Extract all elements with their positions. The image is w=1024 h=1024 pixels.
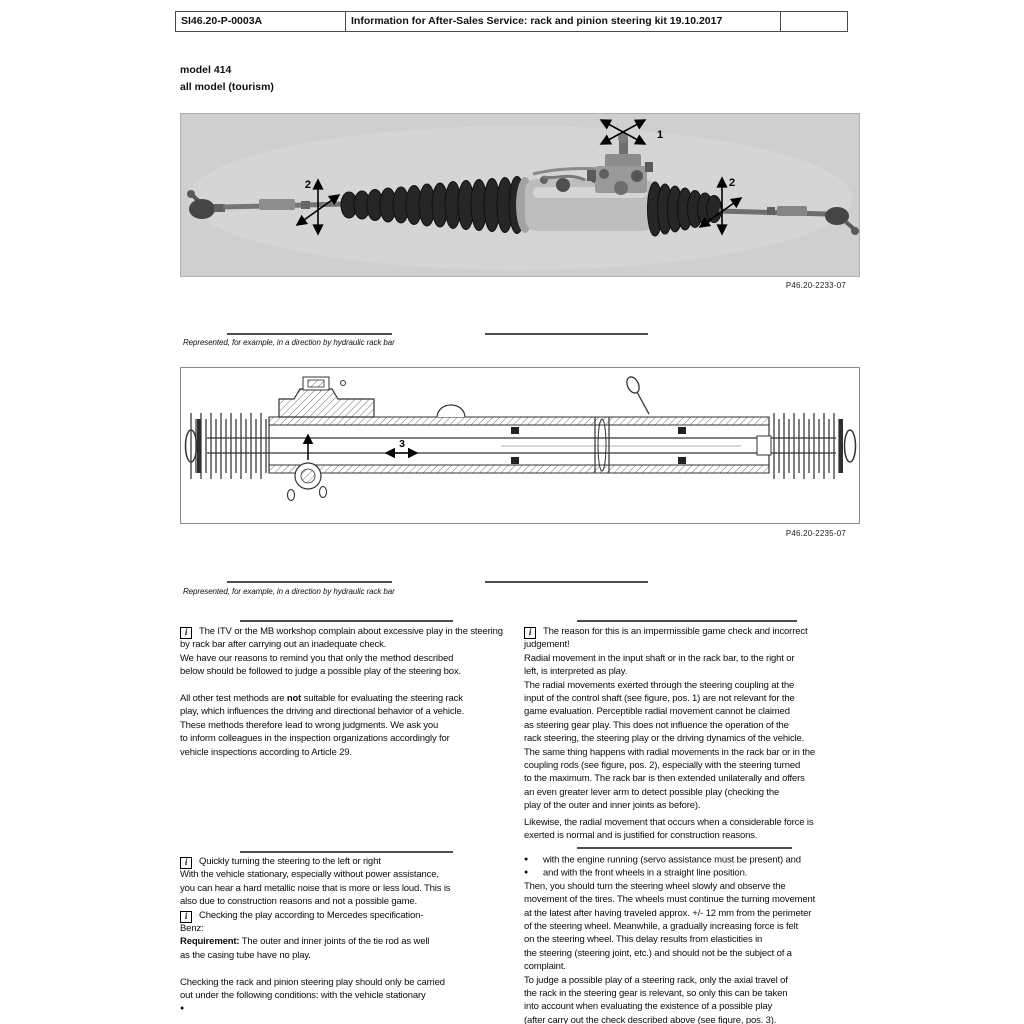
text-line [180, 705, 503, 718]
text-segment: All other test methods are [180, 692, 287, 704]
figure-steering-rack-section [180, 367, 860, 524]
bullet-icon: ● [524, 856, 529, 863]
rack-bar-section [207, 438, 836, 453]
text-line [524, 853, 815, 866]
text-line [180, 909, 450, 922]
divider-rule [227, 333, 392, 335]
steering-rack-section-drawing [181, 368, 859, 523]
text-line [524, 638, 815, 651]
text-segment: the steering (steering joint, etc.) and should not be the subject of a [524, 947, 792, 959]
text-segment: judgement! [524, 639, 570, 651]
right-end-seal [839, 419, 843, 473]
text-line [524, 799, 815, 812]
text-line [524, 679, 815, 692]
text-line [180, 868, 450, 881]
text-segment: To judge a possible play of a steering rack, only the axial travel of [524, 974, 788, 986]
text-line [524, 1000, 815, 1013]
info-icon: i [180, 911, 192, 923]
text-line [180, 989, 450, 1002]
text-line [524, 786, 815, 799]
left-bellows-section [191, 413, 266, 479]
text-line [524, 829, 813, 842]
text-segment: Radial movement in the input shaft or in the rack bar, to the right or [524, 652, 795, 664]
text-segment: We have our reasons to remind you that only the method described [180, 652, 454, 664]
document-id-cell: SI46.20-P-0003A [176, 12, 346, 31]
text-segment: game evaluation. Perceptible radial movement cannot be claimed [524, 706, 790, 718]
steering-rack-photo-drawing [181, 114, 859, 276]
pinion-housing-section [279, 377, 374, 501]
text-line [524, 705, 815, 718]
divider-rule [577, 847, 792, 849]
text-line [524, 719, 815, 732]
text-line [180, 719, 503, 732]
text-line [180, 692, 503, 705]
figure1-label-pos1: 1 [657, 129, 664, 141]
text-line [524, 987, 815, 1000]
text-segment: an even greater lever arm to detect possible play (checking the [524, 786, 780, 798]
text-line [524, 746, 815, 759]
text-line [524, 947, 815, 960]
text-line [180, 638, 503, 651]
text-segment: out under the following conditions: with the vehicle stationary [180, 989, 426, 1001]
model-designation [180, 62, 274, 96]
model-line-2: all model (tourism) [180, 81, 274, 93]
text-segment: Benz: [180, 922, 204, 934]
right-column-reason-paragraph [524, 625, 815, 812]
dome-clamp [437, 405, 465, 417]
figure1-label-pos2-left: 2 [304, 179, 311, 191]
text-line [180, 882, 450, 895]
text-segment: not [286, 692, 302, 704]
text-segment: suitable for evaluating the steering rack [301, 692, 463, 704]
text-line [180, 949, 450, 962]
text-segment: the rack in the steering gear is relevant, so only this can be taken [524, 987, 788, 999]
text-segment: The same thing happens with radial movements in the rack bar or in the [524, 746, 816, 758]
text-line [524, 772, 815, 785]
text-segment: of the steering wheel. Meanwhile, a gradually increasing force is felt [524, 920, 799, 932]
text-line [180, 855, 450, 868]
text-segment: exerted is normal and is justified for construction reasons. [524, 830, 758, 842]
model-line-1: model 414 [180, 64, 232, 76]
info-icon: i [180, 627, 192, 639]
right-column-conditions-paragraph [524, 853, 815, 1024]
text-line [180, 625, 503, 638]
info-icon: i [524, 627, 536, 639]
right-ball-end [845, 430, 856, 462]
text-segment: to inform colleagues in the inspection organizations accordingly for [180, 733, 450, 745]
text-segment: Checking the rack and pinion steering play should only be carried [180, 976, 445, 988]
figure-steering-rack-photo [180, 113, 860, 277]
divider-rule [485, 333, 648, 335]
text-line [180, 895, 450, 908]
document-header-empty-cell [781, 12, 847, 31]
housing-tube-section [269, 417, 769, 473]
text-segment: to the maximum. The rack bar is then extended unilaterally and offers [524, 773, 805, 785]
figure1-label-pos2-right: 2 [729, 177, 736, 189]
text-segment: at the latest after having traveled approx. +/- 12 mm from the perimeter [524, 907, 812, 919]
info-icon: i [180, 857, 192, 869]
document-title-cell: Information for After-Sales Service: rack and pinion steering kit 19.10.2017 [346, 12, 781, 31]
figure1-code: P46.20-2233-07 [785, 281, 846, 290]
text-line [180, 935, 450, 948]
text-line [180, 922, 450, 935]
text-line [524, 974, 815, 987]
text-segment: The outer and inner joints of the tie rod as well [239, 936, 430, 948]
text-line [524, 907, 815, 920]
text-segment: below should be followed to judge a possible play of the steering box. [180, 666, 462, 678]
text-line [180, 665, 503, 678]
text-line [180, 962, 450, 975]
ring-clip [624, 375, 649, 414]
text-line [524, 816, 813, 829]
text-segment: coupling rods (see figure, pos. 2), especially with the steering turned [524, 759, 801, 771]
text-segment: and with the front wheels in a straight line position. [543, 867, 748, 879]
text-segment: as steering gear play. This does not influence the operation of the [524, 719, 789, 731]
text-segment: Likewise, the radial movement that occurs when a considerable force is [524, 817, 814, 828]
left-column-procedure-paragraph [180, 855, 450, 1016]
text-segment: input of the control shaft (see figure, pos. 1) are not relevant for the [524, 692, 795, 704]
text-segment: The ITV or the MB workshop complain about excessive play in the steering [199, 626, 503, 637]
text-line [524, 866, 815, 879]
text-segment: vehicle inspections according to Article 29. [180, 746, 352, 758]
text-segment: Then, you should turn the steering wheel slowly and observe the [524, 880, 786, 892]
text-segment: Quickly turning the steering to the left or right [199, 856, 381, 867]
text-segment: movement of the tires. The wheels must continue the turning movement [524, 894, 816, 906]
text-segment: play of the outer and inner joints as before). [524, 800, 701, 812]
divider-rule [485, 581, 648, 583]
figure1-caption: Represented, for example, in a direction by hydraulic rack bar [183, 338, 395, 347]
text-segment: by rack bar after carrying out an inadequate check. [180, 639, 387, 651]
divider-rule [240, 620, 453, 622]
text-line [524, 732, 815, 745]
text-line [524, 665, 815, 678]
figure2-label-pos3: 3 [399, 438, 405, 450]
text-segment: play, which influences the driving and directional behavior of a vehicle. [180, 706, 465, 718]
text-line [180, 652, 503, 665]
divider-rule [577, 620, 797, 622]
text-segment: These methods therefore lead to wrong judgments. We ask you [180, 719, 439, 731]
text-line [524, 933, 815, 946]
text-line [180, 976, 450, 989]
text-segment: on the steering wheel. This delay results from elasticities in [524, 934, 763, 946]
right-connector [757, 436, 771, 455]
text-segment: Checking the play according to Mercedes specification- [199, 909, 424, 921]
text-segment: (after carry out the check described above (see figure, pos. 3). [524, 1014, 777, 1024]
divider-rule [227, 581, 392, 583]
text-segment: as the casing tube have no play. [180, 949, 311, 961]
divider-rule [240, 851, 453, 853]
text-segment: left, is interpreted as play. [524, 666, 628, 678]
text-line [524, 920, 815, 933]
text-segment: The reason for this is an impermissible game check and incorrect [543, 626, 808, 637]
left-end-seal [197, 419, 201, 473]
figure2-caption: Represented, for example, in a direction by hydraulic rack bar [183, 587, 395, 596]
text-segment: Requirement: [180, 936, 240, 948]
text-segment: With the vehicle stationary, especially without power assistance, [180, 869, 439, 881]
text-line [524, 652, 815, 665]
text-line [180, 679, 503, 692]
text-segment: with the engine running (servo assistance must be present) and [543, 854, 801, 866]
bullet-icon: ● [180, 1005, 185, 1013]
text-line [524, 759, 815, 772]
text-line [524, 880, 815, 893]
text-segment: complaint. [524, 961, 566, 973]
text-segment: The radial movements exerted through the steering coupling at the [524, 679, 795, 691]
text-line [524, 960, 815, 973]
text-segment: into account when evaluating the existence of a possible play [524, 1001, 773, 1013]
right-bellows-section [774, 413, 839, 479]
text-segment: rack steering, the steering play or the driving dynamics of the vehicle. [524, 733, 805, 745]
bullet-icon: ● [524, 869, 529, 877]
text-line [524, 692, 815, 705]
text-line [180, 746, 503, 759]
text-line [180, 732, 503, 745]
text-line [180, 1002, 450, 1015]
text-line [524, 1014, 815, 1024]
text-segment: you can hear a hard metallic noise that is more or less loud. This is [180, 882, 451, 894]
document-header-table [175, 11, 848, 32]
text-segment: also due to construction reasons and not a possible game. [180, 896, 418, 908]
text-line [524, 893, 815, 906]
left-column-intro-paragraph [180, 625, 503, 759]
text-line [524, 625, 815, 638]
figure2-code: P46.20-2235-07 [785, 529, 846, 538]
right-column-likewise-paragraph [524, 816, 813, 843]
